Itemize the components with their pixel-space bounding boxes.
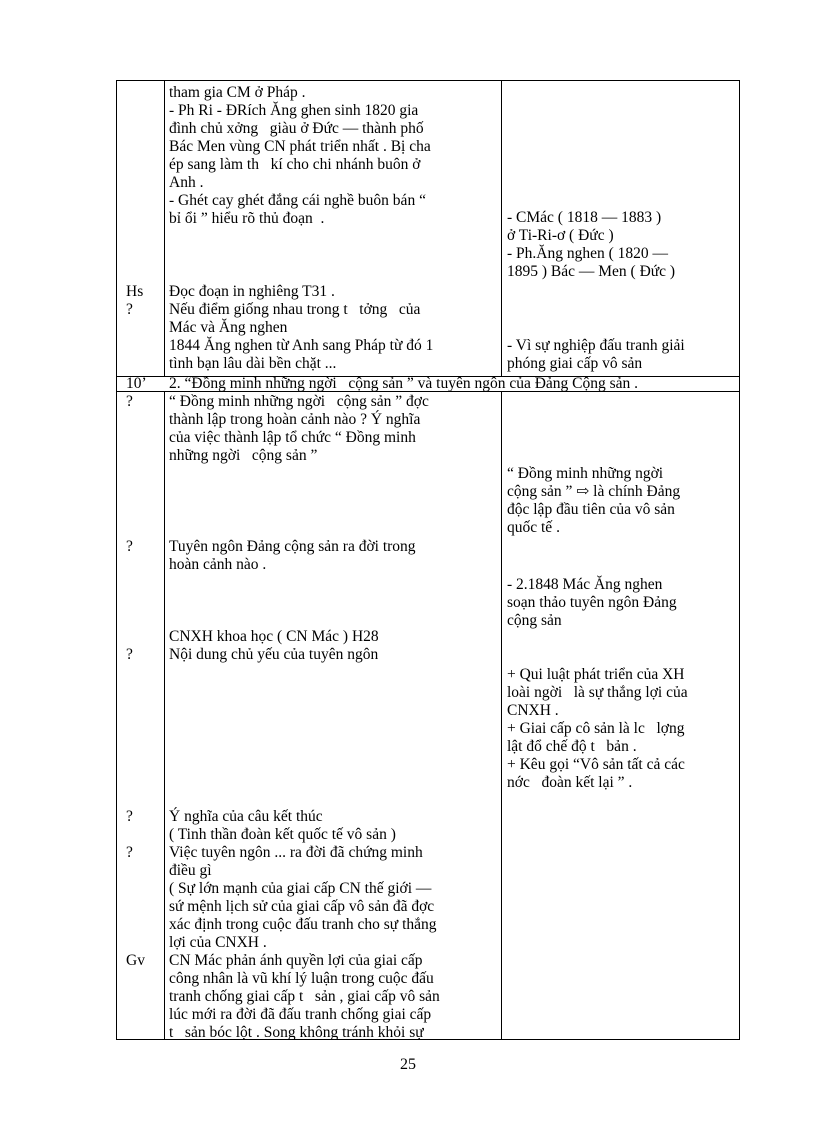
- marker-question: ?: [126, 844, 133, 861]
- text-line: của việc thành lập tổ chức “ Đồng minh: [169, 429, 416, 446]
- text-line: tham gia CM ở Pháp .: [169, 84, 306, 101]
- answer-line: - CMác ( 1818 — 1883 ): [507, 209, 662, 226]
- answer-line: cộng sản ” ⇨ là chính Đảng: [507, 483, 681, 500]
- text-line: những ngời cộng sản ”: [169, 447, 318, 464]
- column-divider-1-top: [164, 81, 165, 377]
- text-line: Nội dung chủ yếu của tuyên ngôn: [169, 646, 379, 663]
- marker-question: ?: [126, 808, 133, 825]
- text-line: t sản bóc lột . Song không tránh khỏi sự: [169, 1024, 424, 1039]
- text-line: CNXH khoa học ( CN Mác ) H28: [169, 628, 379, 645]
- marker-question: ?: [126, 301, 133, 318]
- marker-gv: Gv: [126, 952, 145, 969]
- text-line: Việc tuyên ngôn ... ra đời đã chứng minh: [169, 844, 423, 861]
- text-line: Mác và Ăng nghen: [169, 319, 288, 336]
- answer-line: soạn thảo tuyên ngôn Đảng: [507, 594, 677, 611]
- text-line: tranh chống giai cấp t sản , giai cấp vô sản: [169, 988, 440, 1005]
- text-line: lợi của CNXH .: [169, 934, 267, 951]
- marker-question: ?: [126, 538, 133, 555]
- answer-line: “ Đồng minh những ngời: [507, 465, 664, 482]
- text-line: bỉ ổi ” hiểu rõ thủ đoạn .: [169, 210, 325, 227]
- answer-line: CNXH .: [507, 702, 559, 719]
- column-divider-1-bottom: [164, 392, 165, 1039]
- answer-line: độc lập đầu tiên của vô sản: [507, 501, 675, 518]
- answer-line: phóng giai cấp vô sản: [507, 355, 643, 372]
- text-line: điều gì: [169, 862, 212, 879]
- text-line: hoàn cảnh nào .: [169, 556, 267, 573]
- answer-line: - Ph.Ăng nghen ( 1820 —: [507, 245, 669, 262]
- marker-question: ?: [126, 646, 133, 663]
- text-line: ( Sự lớn mạnh của giai cấp CN thế giới —: [169, 880, 432, 897]
- text-line: sứ mệnh lịch sử của giai cấp vô sản đã đợc: [169, 898, 435, 915]
- text-line: công nhân là vũ khí lý luận trong cuộc đấu: [169, 970, 434, 987]
- text-line: - Ph Ri - ĐRích Ăng ghen sinh 1820 gia: [169, 102, 419, 119]
- text-line: - Ghét cay ghét đắng cái nghề buôn bán “: [169, 192, 426, 209]
- text-line: CN Mác phản ánh quyền lợi của giai cấp: [169, 952, 423, 969]
- answer-line: nớc đoàn kết lại ” .: [507, 774, 633, 791]
- answer-line: loài ngời là sự thắng lợi của: [507, 684, 688, 701]
- text-line: thành lập trong hoàn cảnh nào ? Ý nghĩa: [169, 411, 421, 428]
- text-line: “ Đồng minh những ngời cộng sản ” đợc: [169, 393, 429, 410]
- column-divider-2-top: [501, 81, 502, 377]
- text-line: Đọc đoạn in nghiêng T31 .: [169, 283, 335, 300]
- text-line: Tuyên ngôn Đảng cộng sản ra đời trong: [169, 538, 416, 555]
- text-line: xác định trong cuộc đấu tranh cho sự thắng: [169, 916, 437, 933]
- text-line: Ý nghĩa của câu kết thúc: [169, 808, 323, 825]
- page-number: 25: [400, 1056, 416, 1073]
- text-line: 1844 Ăng nghen từ Anh sang Pháp từ đó 1: [169, 337, 434, 354]
- answer-line: lật đổ chế độ t bản .: [507, 738, 637, 755]
- answer-line: + Giai cấp cô sản là lc lợng: [507, 720, 685, 737]
- text-line: Anh .: [169, 174, 204, 191]
- time-cell: 10’: [126, 375, 147, 392]
- answer-line: 1895 ) Bác — Men ( Đức ): [507, 263, 676, 280]
- text-line: tình bạn lâu dài bền chặt ...: [169, 355, 337, 372]
- column-divider-2-bottom: [501, 392, 502, 1039]
- answer-line: - Vì sự nghiệp đấu tranh giải: [507, 337, 685, 354]
- answer-line: quốc tế .: [507, 519, 560, 536]
- section-heading: 2. “Đồng minh những ngời cộng sản ” và tuyên ngôn của Đảng Cộng sản .: [169, 375, 639, 392]
- marker-hs: Hs: [126, 283, 144, 300]
- text-line: Bác Men vùng CN phát triển nhất . Bị cha: [169, 138, 431, 155]
- lesson-table: [116, 80, 740, 1040]
- text-line: ( Tinh thần đoàn kết quốc tế vô sản ): [169, 826, 396, 843]
- text-line: lúc mới ra đời đã đấu tranh chống giai cấp: [169, 1006, 432, 1023]
- text-line: Nếu điểm giống nhau trong t tởng của: [169, 301, 421, 318]
- answer-line: + Kêu gọi “Vô sản tất cả các: [507, 756, 685, 773]
- marker-question: ?: [126, 393, 133, 410]
- answer-line: cộng sản: [507, 612, 562, 629]
- text-line: đình chủ xởng giàu ở Đức — thành phố: [169, 120, 424, 137]
- answer-line: - 2.1848 Mác Ăng nghen: [507, 576, 663, 593]
- answer-line: + Qui luật phát triển của XH: [507, 666, 685, 683]
- answer-line: ở Ti-Ri-ơ ( Đức ): [507, 227, 614, 244]
- text-line: ép sang làm th kí cho chi nhánh buôn ở: [169, 156, 421, 173]
